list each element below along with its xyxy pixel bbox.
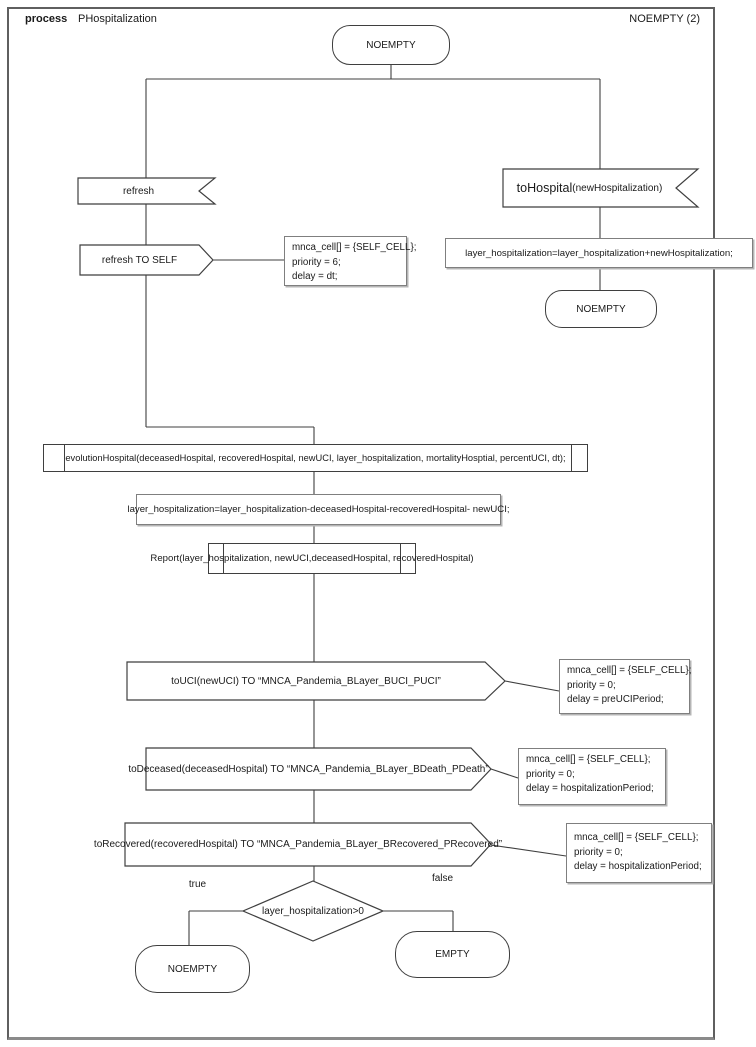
touci-send-signal-shape[interactable] xyxy=(127,662,505,700)
false-branch-label: false xyxy=(431,872,454,884)
refresh-receive-label: refresh xyxy=(122,185,155,197)
note-line: priority = 0; xyxy=(567,679,616,691)
decision-diamond-shape[interactable] xyxy=(243,881,383,941)
note-line: priority = 0; xyxy=(574,846,623,858)
torecovered-send-label: toRecovered(recoveredHospital) TO “MNCA_Pandemia_BLayer_BRecovered_PRecovered” xyxy=(93,839,503,850)
state-ref-label: NOEMPTY (2) xyxy=(629,13,700,25)
terminal-after-hospital-label: NOEMPTY xyxy=(576,303,626,315)
note-line: mnca_cell[] = {SELF_CELL}; xyxy=(567,665,692,676)
torecovered-note-box[interactable] xyxy=(566,823,712,883)
subtract-assignment-box[interactable] xyxy=(127,494,510,525)
subtract-assignment-text: layer_hospitalization=layer_hospitalization-deceasedHospital-recoveredHospital- newUCI; xyxy=(127,504,510,515)
tohospital-name: toHospital xyxy=(516,181,573,195)
true-branch-label: true xyxy=(188,878,207,890)
todeceased-send-label: toDeceased(deceasedHospital) TO “MNCA_Pandemia_BLayer_BDeath_PDeath” xyxy=(128,763,489,775)
add-hospitalization-box[interactable] xyxy=(445,238,753,268)
terminal-true-label: NOEMPTY xyxy=(167,963,218,975)
note-line: delay = hospitalizationPeriod; xyxy=(526,783,654,794)
terminal-start-label: NOEMPTY xyxy=(366,39,416,51)
report-call-text: Report(layer_hospitalization, newUCI,deceasedHospital, recoveredHospital) xyxy=(150,553,474,564)
connector-touci-to-note xyxy=(505,681,559,691)
note-line: mnca_cell[] = {SELF_CELL}; xyxy=(292,242,417,253)
touci-note-box[interactable] xyxy=(559,659,690,714)
touci-send-label: toUCI(newUCI) TO “MNCA_Pandemia_BLayer_BUCI_PUCI” xyxy=(171,675,441,687)
terminal-start-state[interactable] xyxy=(332,25,450,65)
add-hospitalization-text: layer_hospitalization=layer_hospitalization+newHospitalization; xyxy=(465,247,733,259)
terminal-after-hospital-state[interactable] xyxy=(545,290,657,328)
todeceased-note-box[interactable] xyxy=(518,748,666,805)
process-keyword: process xyxy=(25,13,68,25)
evolution-subroutine-box[interactable] xyxy=(43,444,588,472)
terminal-false-label: EMPTY xyxy=(435,949,470,960)
connector-todeceased-to-note xyxy=(491,769,518,778)
connector-torecovered-to-note xyxy=(491,845,566,856)
refresh-note-box[interactable] xyxy=(284,236,417,286)
refresh-send-signal-shape[interactable] xyxy=(80,245,213,275)
note-line: priority = 0; xyxy=(526,768,575,780)
decision-condition-label: layer_hospitalization>0 xyxy=(261,905,364,917)
note-line: mnca_cell[] = {SELF_CELL}; xyxy=(526,754,651,765)
report-subroutine-box[interactable] xyxy=(150,543,474,574)
subroutine-inner-line xyxy=(571,445,572,471)
note-line: mnca_cell[] = {SELF_CELL}; xyxy=(574,832,699,843)
note-line: priority = 6; xyxy=(292,256,341,268)
tohospital-receive-signal-shape[interactable] xyxy=(503,169,698,207)
terminal-true-state[interactable] xyxy=(135,945,250,993)
note-line: delay = hospitalizationPeriod; xyxy=(574,861,702,872)
diagram-title: PHospitalization xyxy=(78,13,157,25)
refresh-receive-signal-shape[interactable] xyxy=(78,178,215,204)
torecovered-send-signal-shape[interactable] xyxy=(93,823,503,866)
refresh-send-label: refresh TO SELF xyxy=(101,254,178,266)
tohospital-args: (newHospitalization) xyxy=(572,182,663,194)
note-line: delay = preUCIPeriod; xyxy=(567,694,664,705)
note-line: delay = dt; xyxy=(292,271,338,282)
evolution-call-text: evolutionHospital(deceasedHospital, recoveredHospital, newUCI, layer_hospitalization, mortalityHosptial, percentUCI, dt); xyxy=(65,453,566,463)
terminal-false-state[interactable] xyxy=(395,931,510,978)
todeceased-send-signal-shape[interactable] xyxy=(128,748,491,790)
